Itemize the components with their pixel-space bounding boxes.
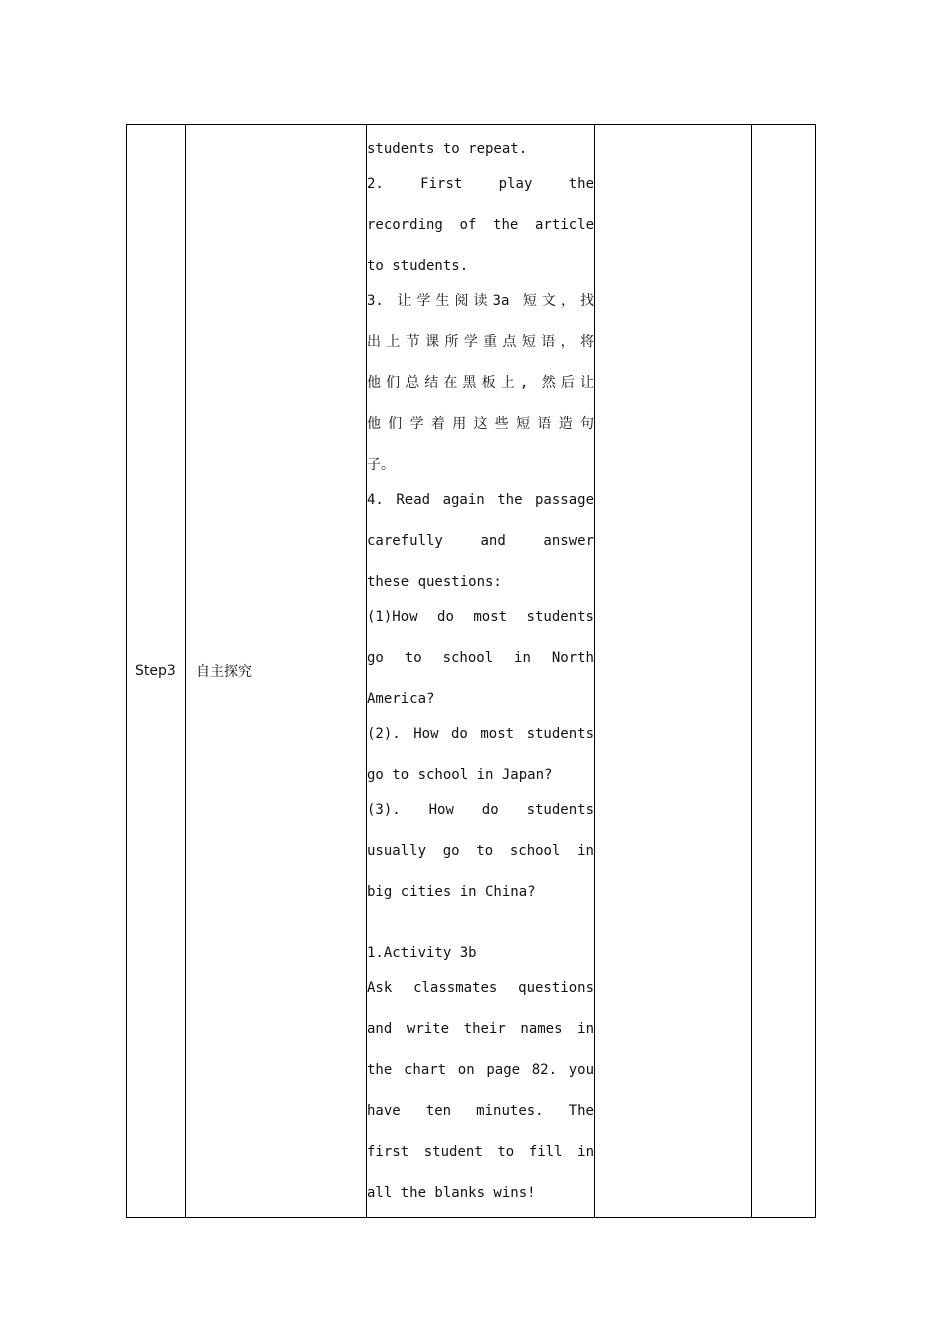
notes-cell: [752, 125, 816, 1218]
content-line: 2. First play the: [367, 175, 594, 192]
content-line: 4. Read again the passage: [367, 491, 594, 508]
content-line: recording of the article: [367, 216, 594, 233]
teacher-activity-text: [367, 136, 594, 1207]
content-line: go to school in Japan?: [367, 766, 553, 783]
content-line: all the blanks wins!: [367, 1184, 536, 1201]
content-line: to students.: [367, 257, 469, 274]
content-line: (1)How do most students: [367, 608, 594, 625]
step-cell: [127, 125, 186, 1218]
step-label: Step3: [135, 663, 176, 679]
content-line: 他们学着用这些短语造句: [367, 415, 594, 432]
content-line: 他们总结在黑板上, 然后让: [367, 374, 594, 391]
content-line: these questions:: [367, 573, 502, 590]
activity-title: 自主探究: [196, 664, 252, 680]
activity-title-cell: [186, 125, 367, 1218]
content-line: America?: [367, 690, 435, 707]
teacher-activity-cell: [367, 125, 595, 1218]
content-line: first student to fill in: [367, 1143, 594, 1160]
content-line: students to repeat.: [367, 140, 528, 157]
student-activity-cell: [595, 125, 752, 1218]
table-row: [127, 125, 816, 1218]
content-line: and write their names in: [367, 1020, 594, 1037]
content-line: 出上节课所学重点短语，将: [367, 333, 594, 350]
content-line: usually go to school in: [367, 842, 594, 859]
content-line: 3. 让学生阅读3a 短文，找: [367, 292, 594, 309]
lesson-plan-table: [126, 124, 816, 1218]
content-line: 子。: [367, 456, 395, 473]
content-line: big cities in China?: [367, 883, 536, 900]
content-line: 1.Activity 3b: [367, 944, 477, 961]
content-line: (2). How do most students: [367, 725, 594, 742]
content-line: Ask classmates questions: [367, 979, 594, 996]
content-line: have ten minutes. The: [367, 1102, 594, 1119]
content-line: carefully and answer: [367, 532, 594, 549]
content-line: (3). How do students: [367, 801, 594, 818]
content-line: the chart on page 82. you: [367, 1061, 594, 1078]
content-line: go to school in North: [367, 649, 594, 666]
